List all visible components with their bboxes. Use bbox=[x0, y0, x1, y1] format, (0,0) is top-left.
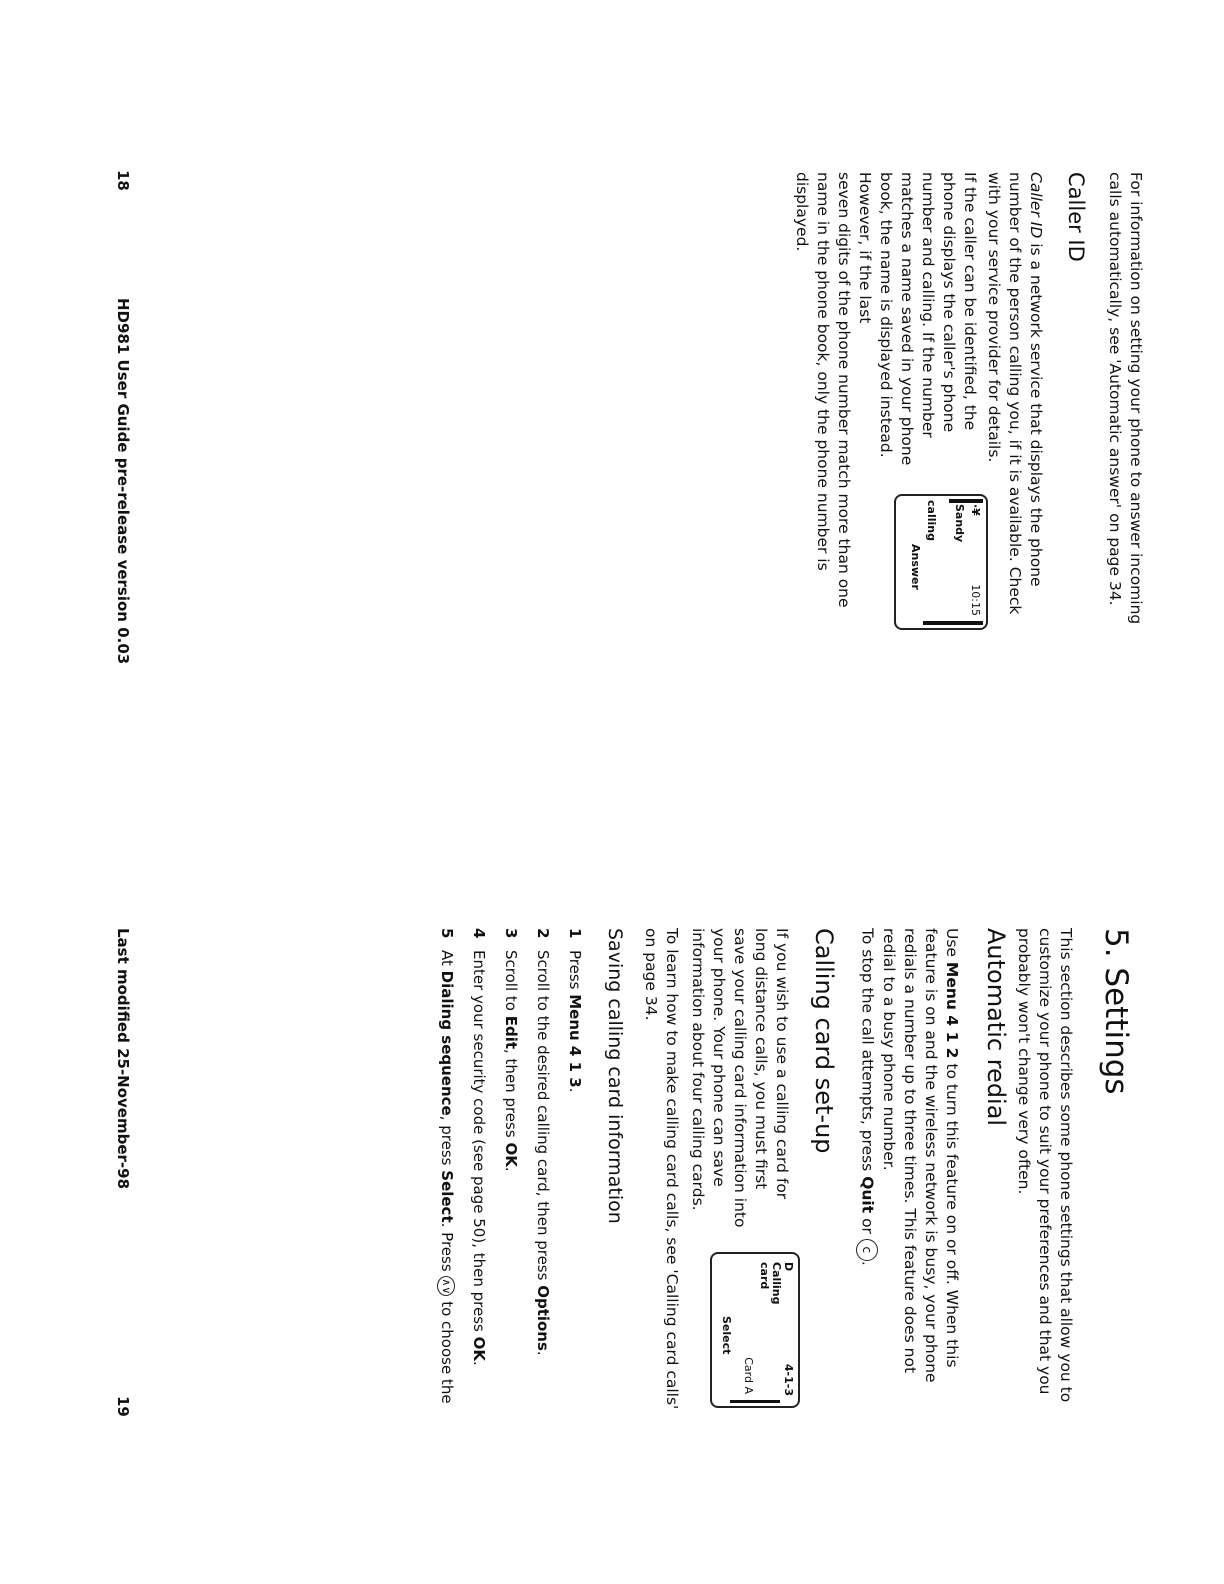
calling-card-setup-paragraph: If you wish to use a calling card for long distance calls, you must first save your calling card information into your phone. Your phone can save information about four calling cards. bbox=[689, 928, 791, 1228]
step-number: 1 bbox=[566, 928, 584, 939]
screen-menu-title: Calling card bbox=[758, 1262, 783, 1305]
automatic-redial-paragraph bbox=[878, 928, 962, 1414]
screen-select-softkey: Select bbox=[720, 1316, 733, 1355]
quit-key: Quit bbox=[858, 1176, 877, 1214]
step-item bbox=[437, 928, 456, 1468]
footer-last-modified: Last modified 25-November-98 bbox=[114, 928, 132, 1190]
signal-icon: ·¥ bbox=[969, 504, 982, 516]
scroll-key-icon: ∧∨ bbox=[438, 1276, 456, 1296]
step-text: Scroll to the desired calling card, then press bbox=[534, 950, 552, 1286]
step-key: OK bbox=[470, 1336, 488, 1361]
screen-card-name: Card A bbox=[742, 1357, 755, 1394]
step-text: Press bbox=[566, 950, 584, 995]
redial-menu-key: Menu 4 1 2 bbox=[943, 961, 961, 1059]
saving-calling-card-heading: Saving calling card information bbox=[604, 928, 626, 1224]
step-key: Edit bbox=[502, 1015, 520, 1050]
stop-redial-paragraph bbox=[856, 928, 878, 1414]
clear-key-icon: c bbox=[856, 1239, 878, 1261]
page-number: 18 bbox=[114, 170, 132, 191]
screen-call-status: calling bbox=[925, 500, 938, 541]
caller-id-identification-paragraph: If the caller can be identified, the phone displays the caller's phone number and calling. If the number matches a name saved in your phone book, the name is displayed instead. However, if the last bbox=[856, 172, 979, 466]
page-19 bbox=[0, 792, 1224, 1584]
step-text: Scroll to bbox=[502, 950, 520, 1016]
step-text-end: . bbox=[566, 1087, 584, 1093]
screen-caller-name: Sandy bbox=[953, 504, 966, 543]
stop-text-or: or bbox=[858, 1213, 877, 1239]
stop-text-end: . bbox=[858, 1260, 877, 1266]
step-text-tail: to choose the bbox=[438, 1296, 456, 1404]
step-text-end: . bbox=[470, 1360, 488, 1366]
scroll-bar bbox=[730, 1400, 780, 1403]
automatic-redial-heading: Automatic redial bbox=[982, 928, 1010, 1127]
chapter-title: 5. Settings bbox=[1098, 928, 1134, 1095]
step-key-2: Select bbox=[438, 1170, 456, 1223]
caller-id-description bbox=[983, 172, 1046, 642]
page-number: 19 bbox=[114, 1396, 132, 1417]
signal-strength-bar bbox=[949, 499, 983, 503]
step-text-mid: , press bbox=[438, 1115, 456, 1171]
calling-card-screen-illustration bbox=[710, 1252, 800, 1408]
caller-id-description-text: is a network service that displays the phone number of the person calling you, if it is available. Check with your service provider for details. bbox=[985, 172, 1045, 615]
signal-icon: D bbox=[782, 1262, 795, 1272]
calling-card-calls-reference: To learn how to make calling card calls, see 'Calling card calls' on page 34. bbox=[642, 928, 681, 1410]
screen-menu-number: 4-1-3 bbox=[782, 1363, 795, 1396]
incoming-call-screen-illustration bbox=[894, 494, 988, 630]
step-key-2: OK bbox=[502, 1142, 520, 1167]
step-number: 3 bbox=[502, 928, 520, 939]
caller-id-heading: Caller ID bbox=[1064, 172, 1088, 262]
step-text-end: . bbox=[502, 1166, 520, 1172]
redial-text-pre: Use bbox=[943, 928, 961, 962]
step-item bbox=[533, 928, 552, 1468]
stop-text-pre: To stop the call attempts, press bbox=[858, 928, 877, 1177]
step-text-end: . Press bbox=[438, 1222, 456, 1277]
settings-intro-paragraph: This section describes some phone settings that allow you to customize your phone to suit your preferences and that you probably won't change very often. bbox=[1015, 928, 1075, 1403]
step-text: At bbox=[438, 950, 456, 971]
saving-steps-list bbox=[424, 928, 584, 1468]
step-number: 4 bbox=[470, 928, 488, 939]
step-text: Enter your security code (see page 50), then press bbox=[470, 950, 488, 1337]
step-number: 2 bbox=[534, 928, 552, 939]
screen-answer-softkey: Answer bbox=[909, 544, 922, 590]
intro-paragraph: For information on setting your phone to answer incoming calls automatically, see 'Automatic answer' on page 34. bbox=[1106, 172, 1145, 625]
redial-text-rest: to turn this feature on or off. When this feature is on and the wireless network is busy, your phone redials a number up to three times. This feature does not redial to a busy phone number. bbox=[880, 928, 961, 1383]
caller-id-term: Caller ID bbox=[1027, 172, 1045, 239]
calling-card-setup-heading: Calling card set-up bbox=[810, 928, 838, 1154]
step-item bbox=[501, 928, 520, 1468]
battery-level-bar bbox=[923, 621, 983, 625]
step-number: 5 bbox=[438, 928, 456, 939]
step-item bbox=[469, 928, 488, 1468]
screen-clock: 10:15 bbox=[969, 584, 982, 616]
caller-id-multiple-match-paragraph: seven digits of the phone number match more than one name in the phone book, only the phone number is displayed. bbox=[793, 172, 853, 608]
step-key: Options bbox=[534, 1285, 552, 1351]
step-text-end: . bbox=[534, 1350, 552, 1356]
step-key: Dialing sequence bbox=[438, 970, 456, 1116]
step-item bbox=[565, 928, 584, 1468]
step-key: Menu 4 1 3 bbox=[566, 994, 584, 1088]
footer-title: HD981 User Guide pre-release version 0.03 bbox=[114, 298, 132, 665]
step-text-mid: , then press bbox=[502, 1049, 520, 1143]
